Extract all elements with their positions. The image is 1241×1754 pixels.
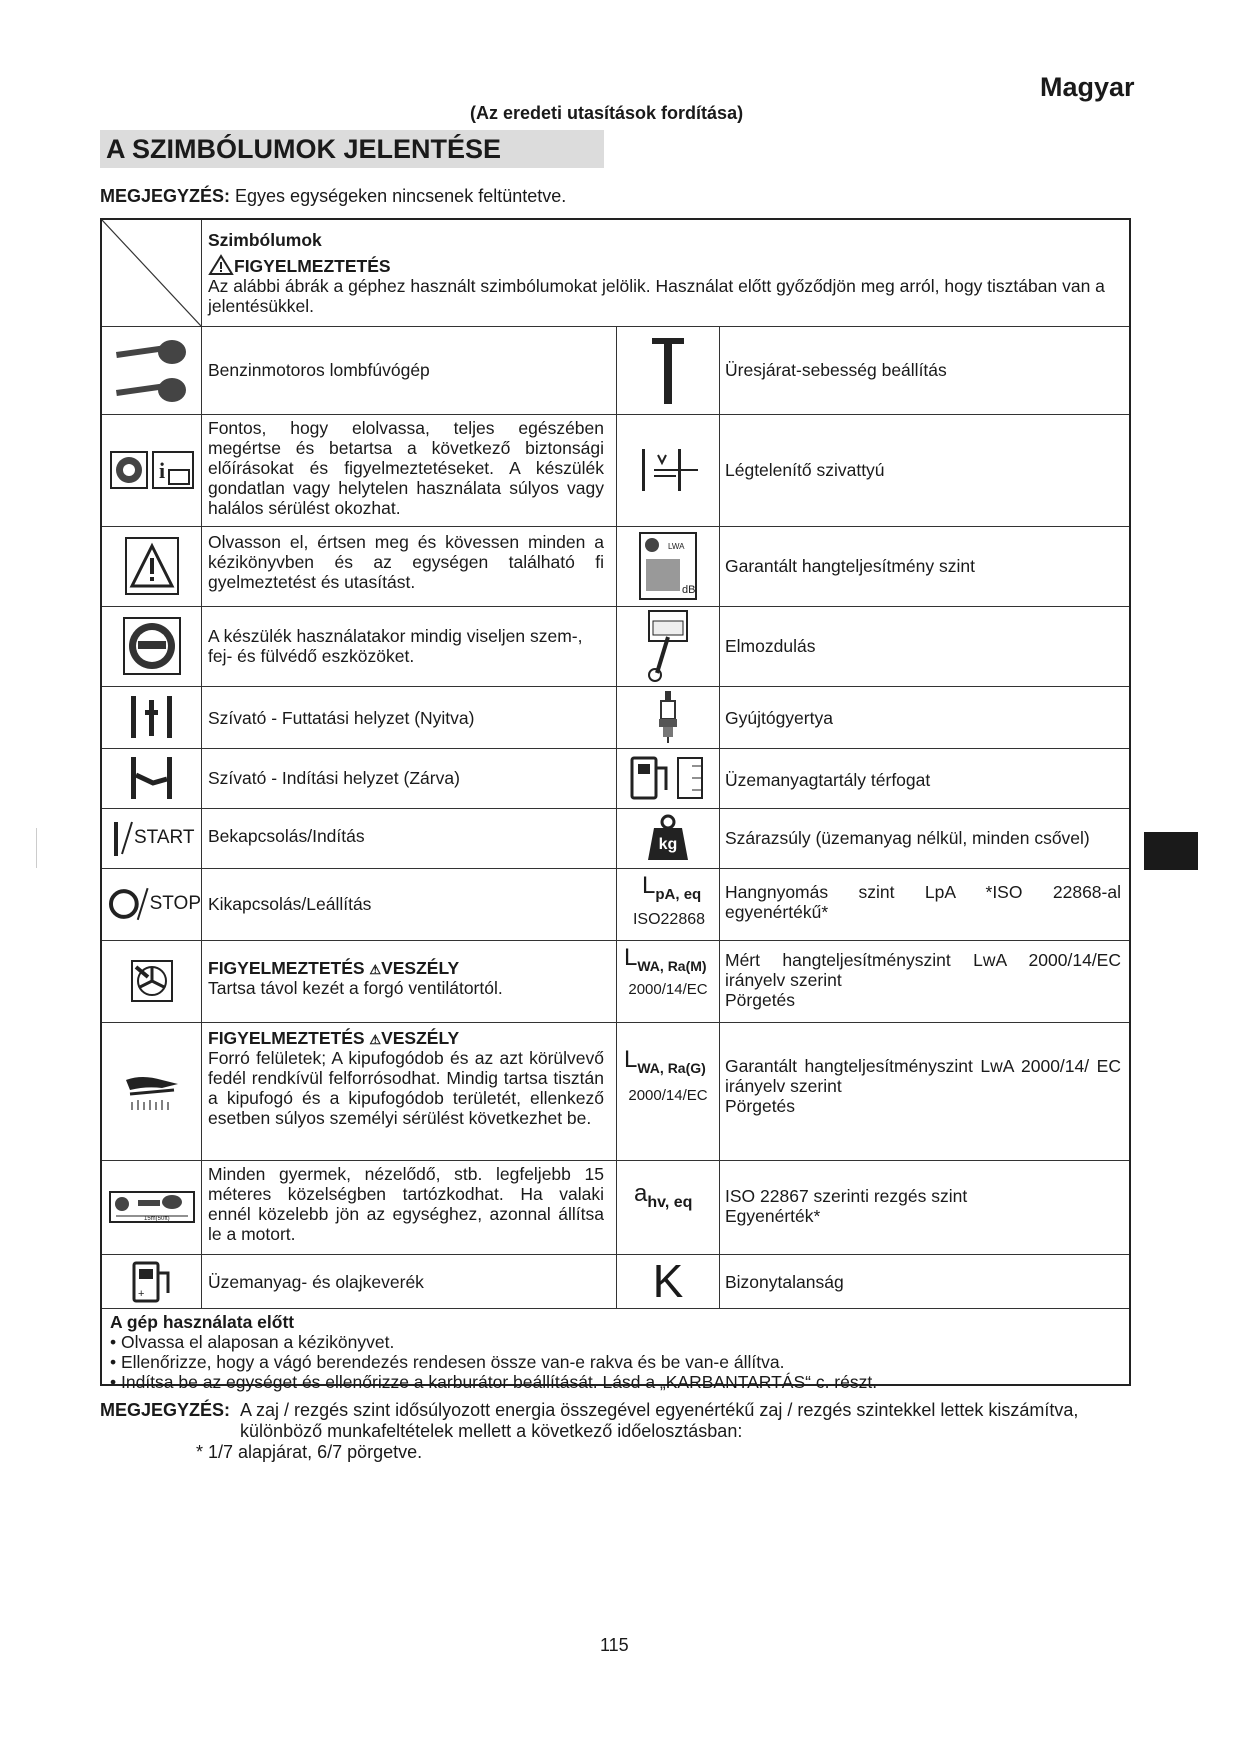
fuel-oil-mix-icon bbox=[102, 1254, 201, 1308]
read-manual-icon bbox=[102, 414, 201, 526]
svg-text:LWA: LWA bbox=[668, 542, 685, 551]
start-icon: START bbox=[102, 808, 201, 868]
header-diagonal bbox=[102, 220, 201, 326]
subtitle: (Az eredeti utasítások fordítása) bbox=[470, 103, 744, 123]
row-idle-text: Üresjárat-sebesség beállítás bbox=[725, 360, 947, 380]
row-soundpower-text: Garantált hangteljesítmény szint bbox=[725, 556, 975, 576]
row-choke-closed-text: Szívató - Indítási helyzet (Zárva) bbox=[208, 768, 460, 788]
margin-line bbox=[36, 828, 37, 868]
fuel-tank-icon bbox=[617, 748, 719, 808]
row-distance-text: Minden gyermek, nézelődő, stb. legfeljebb 15 méteres közelségben tartózkodhat. Ha valaki ennél közelebb jön az egységhez, azonnal állítsa le a motort. bbox=[208, 1164, 604, 1244]
idle-adjust-icon bbox=[617, 326, 719, 414]
svg-text:dB: dB bbox=[682, 584, 696, 596]
language-tab-marker bbox=[1144, 832, 1198, 870]
uncertainty-symbol: K bbox=[652, 1255, 684, 1307]
table-head-warning: FIGYELMEZTETÉS bbox=[208, 254, 391, 276]
row-protective-text: A készülék használatakor mindig viseljen szem-, fej- és fülvédő eszközöket. bbox=[208, 626, 583, 666]
row-fan-text: Tartsa távol kezét a forgó ventilátortól. bbox=[208, 978, 503, 998]
table-head-title: Szimbólumok bbox=[208, 230, 322, 250]
leaf-blower-icon bbox=[102, 326, 201, 414]
lwa-guaranteed-standard: 2000/14/EC bbox=[628, 1087, 708, 1104]
lpa-standard: ISO22868 bbox=[632, 911, 706, 928]
row-primer-text: Légtelenítő szivattyú bbox=[725, 460, 885, 480]
warning-triangle-icon bbox=[102, 526, 201, 606]
row-vibration-text: ISO 22867 szerinti rezgés szint Egyenérték* bbox=[725, 1186, 968, 1226]
protective-gear-icon bbox=[102, 606, 201, 686]
rotating-fan-icon bbox=[102, 940, 201, 1022]
before-use-item: • Indítsa be az egységet és ellenőrizze a karburátor beállítását. Lásd a „KARBANTARTÁS“ c. részt. bbox=[110, 1372, 878, 1392]
row-choke-open-text: Szívató - Futtatási helyzet (Nyitva) bbox=[208, 708, 475, 728]
row-uncertainty-text: Bizonytalanság bbox=[725, 1272, 844, 1292]
lwa-measured-standard: 2000/14/EC bbox=[628, 981, 708, 998]
weight-kg-icon: kg bbox=[617, 808, 719, 868]
spark-plug-icon bbox=[617, 686, 719, 748]
svg-text:+: + bbox=[137, 1288, 144, 1300]
row-hot-title: FIGYELMEZTETÉS ⚠VESZÉLY bbox=[208, 1028, 460, 1048]
row-fuel-tank-text: Üzemanyagtartály térfogat bbox=[725, 770, 931, 790]
before-use-title: A gép használata előtt bbox=[110, 1312, 295, 1332]
primer-pump-icon bbox=[617, 414, 719, 526]
row-stop-text: Kikapcsolás/Leállítás bbox=[208, 894, 372, 914]
choke-closed-icon bbox=[102, 748, 201, 808]
before-use-item: • Ellenőrizze, hogy a vágó berendezés rendesen össze van-e rakva és be van-e állítva. bbox=[110, 1352, 785, 1372]
row-lwa-measured-text2: Pörgetés bbox=[725, 990, 796, 1010]
row-lwa-guaranteed-text2: Pörgetés bbox=[725, 1096, 796, 1116]
row-hot-text: Forró felületek; A kipufogódob és az azt körülvevő fedél rendkívül felforrósodhat. Mindig tartsa tisztán a kipufogó és a kipufogódob területét, ellenkező esetben súlyos személyi sérülést következhet be. bbox=[208, 1048, 604, 1128]
row-displacement-text: Elmozdulás bbox=[725, 636, 816, 656]
row-weight-text: Szárazsúly (üzemanyag nélkül, minden csővel) bbox=[725, 828, 1090, 848]
vibration-symbol: ahv, eq bbox=[634, 1180, 693, 1211]
warning-triangle-icon bbox=[208, 254, 234, 276]
choke-open-icon bbox=[102, 686, 201, 748]
row-read-text: Fontos, hogy elolvassa, teljes egészében megértse és betartsa a következő biztonsági előírásokat és figyelmeztetéseket. A készülék gondatlan vagy helytelen használata súlyos vagy halálos sérülést okozhat. bbox=[208, 418, 604, 518]
svg-text:i: i bbox=[158, 458, 165, 483]
page-title: A SZIMBÓLUMOK JELENTÉSE bbox=[100, 130, 604, 168]
row-blower-text: Benzinmotoros lombfúvógép bbox=[208, 360, 430, 380]
row-lwa-guaranteed-text: Garantált hangteljesítményszint LwA 2000/14/ EC irányelv szerint bbox=[725, 1056, 1121, 1096]
stop-icon: STOP bbox=[102, 868, 201, 940]
sound-power-icon bbox=[617, 526, 719, 606]
before-use-item: • Olvassa el alaposan a kézikönyvet. bbox=[110, 1332, 395, 1352]
hot-surface-icon bbox=[102, 1022, 201, 1160]
row-lwa-measured-text: Mért hangteljesítményszint LwA 2000/14/EC irányelv szerint bbox=[725, 950, 1121, 990]
lpa-symbol: LpA, eq bbox=[642, 872, 702, 903]
note-bottom: MEGJEGYZÉS: A zaj / rezgés szint idősúlyozott energia összegével egyenértékű zaj / rezgés szintekkel lettek kiszámítva, különböző munkafeltételek mellett a következő időelosztásban: * 1/7 alapjárat, 6/7 pörgetve. bbox=[100, 1400, 1079, 1462]
row-warning-text: Olvasson el, értsen meg és kövessen minden a kézikönyvben és az egységen található fi gyelmeztetést és utasítást. bbox=[208, 532, 604, 592]
note-top: MEGJEGYZÉS: Egyes egységeken nincsenek feltüntetve. bbox=[100, 186, 567, 206]
language-label: Magyar bbox=[1040, 72, 1135, 102]
lwa-guaranteed-symbol: LWA, Ra(G) bbox=[624, 1046, 706, 1076]
row-fan-title: FIGYELMEZTETÉS ⚠VESZÉLY bbox=[208, 958, 460, 978]
row-sparkplug-text: Gyújtógyertya bbox=[725, 708, 833, 728]
keep-distance-icon bbox=[102, 1160, 201, 1254]
row-start-text: Bekapcsolás/Indítás bbox=[208, 826, 365, 846]
table-head-text: Az alábbi ábrák a géphez használt szimbólumokat jelölik. Használat előtt győződjön meg arról, hogy tisztában van a jelentésükkel. bbox=[208, 276, 1105, 316]
symbols-table bbox=[100, 218, 1131, 1392]
page-number: 115 bbox=[600, 1635, 629, 1655]
svg-text:15m(50ft): 15m(50ft) bbox=[143, 1216, 170, 1222]
row-fuel-mix-text: Üzemanyag- és olajkeverék bbox=[208, 1272, 424, 1292]
lwa-measured-symbol: LWA, Ra(M) bbox=[624, 944, 707, 974]
row-lpa-text: Hangnyomás szint LpA *ISO 22868-al egyenértékű* bbox=[725, 882, 1121, 922]
displacement-piston-icon bbox=[617, 606, 719, 686]
